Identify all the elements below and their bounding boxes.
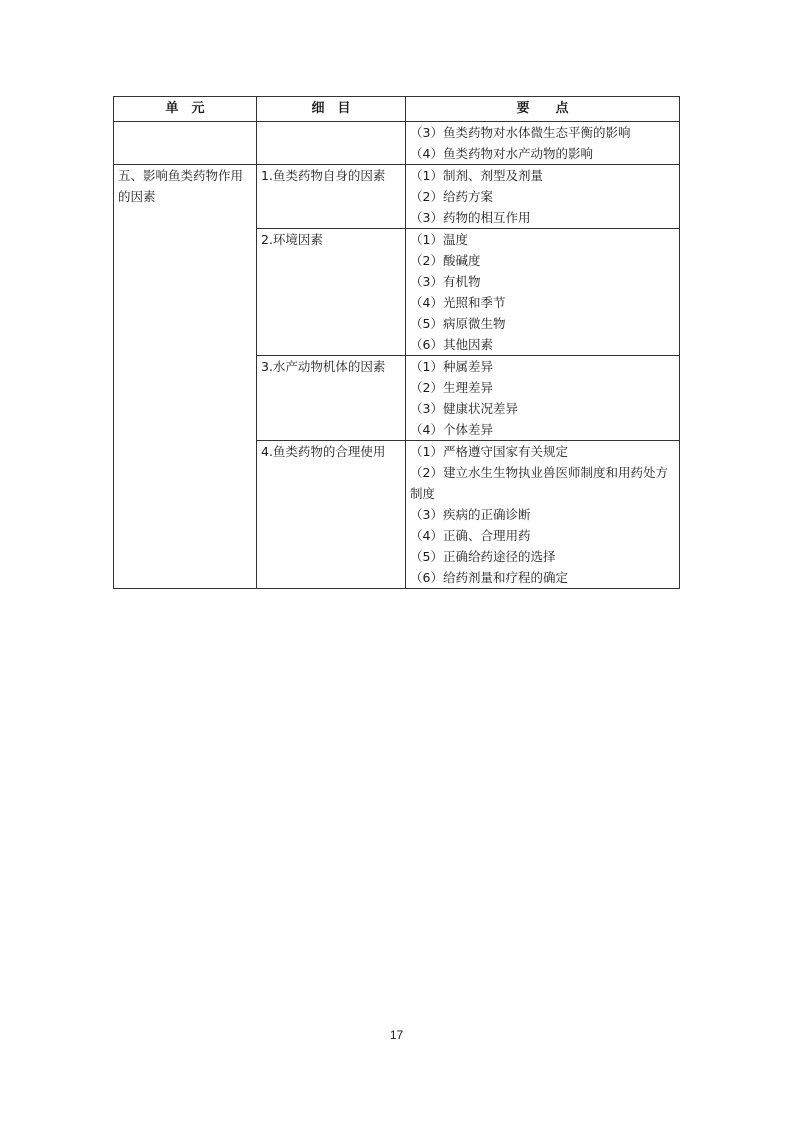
point-text: （4）鱼类药物对水产动物的影响 [410,146,593,161]
item-cell: 3.水产动物机体的因素 [257,356,406,441]
point-text: （1）严格遵守国家有关规定 [410,444,568,459]
unit-cell-empty [114,122,257,165]
points-cell [406,165,680,229]
point-text: （5）病原微生物 [410,316,506,331]
point-text: （3）有机物 [410,274,481,289]
point-text: （3）鱼类药物对水体微生态平衡的影响 [410,125,631,140]
point-text: （2）给药方案 [410,189,493,204]
points-cell [406,441,680,589]
syllabus-table [113,96,680,589]
item-cell: 2.环境因素 [257,229,406,356]
header-row [114,97,680,122]
table-row [114,165,680,229]
point-text: （4）正确、合理用药 [410,528,531,543]
header-item: 细 目 [257,97,406,122]
point-text: （3）药物的相互作用 [410,210,531,225]
page-number: 17 [389,1028,404,1042]
point-text: （4）光照和季节 [410,295,506,310]
point-text: （2）建立水生生物执业兽医师制度和用药处方制度 [410,465,668,501]
point-text: （3）疾病的正确诊断 [410,507,531,522]
point-text: （3）健康状况差异 [410,401,518,416]
point-text: （5）正确给药途径的选择 [410,549,556,564]
header-unit: 单 元 [114,97,257,122]
points-cell [406,229,680,356]
point-text: （1）温度 [410,232,468,247]
unit-cell: 五、影响鱼类药物作用的因素 [114,165,257,589]
point-text: （4）个体差异 [410,422,493,437]
item-cell: 1.鱼类药物自身的因素 [257,165,406,229]
point-text: （1）种属差异 [410,359,493,374]
table-row [114,122,680,165]
item-cell-empty [257,122,406,165]
header-points: 要 点 [406,97,680,122]
point-text: （6）给药剂量和疗程的确定 [410,570,568,585]
item-cell: 4.鱼类药物的合理使用 [257,441,406,589]
point-text: （6）其他因素 [410,337,493,352]
points-cell [406,122,680,165]
point-text: （1）制剂、剂型及剂量 [410,168,543,183]
points-cell [406,356,680,441]
point-text: （2）生理差异 [410,380,493,395]
point-text: （2）酸碱度 [410,253,481,268]
